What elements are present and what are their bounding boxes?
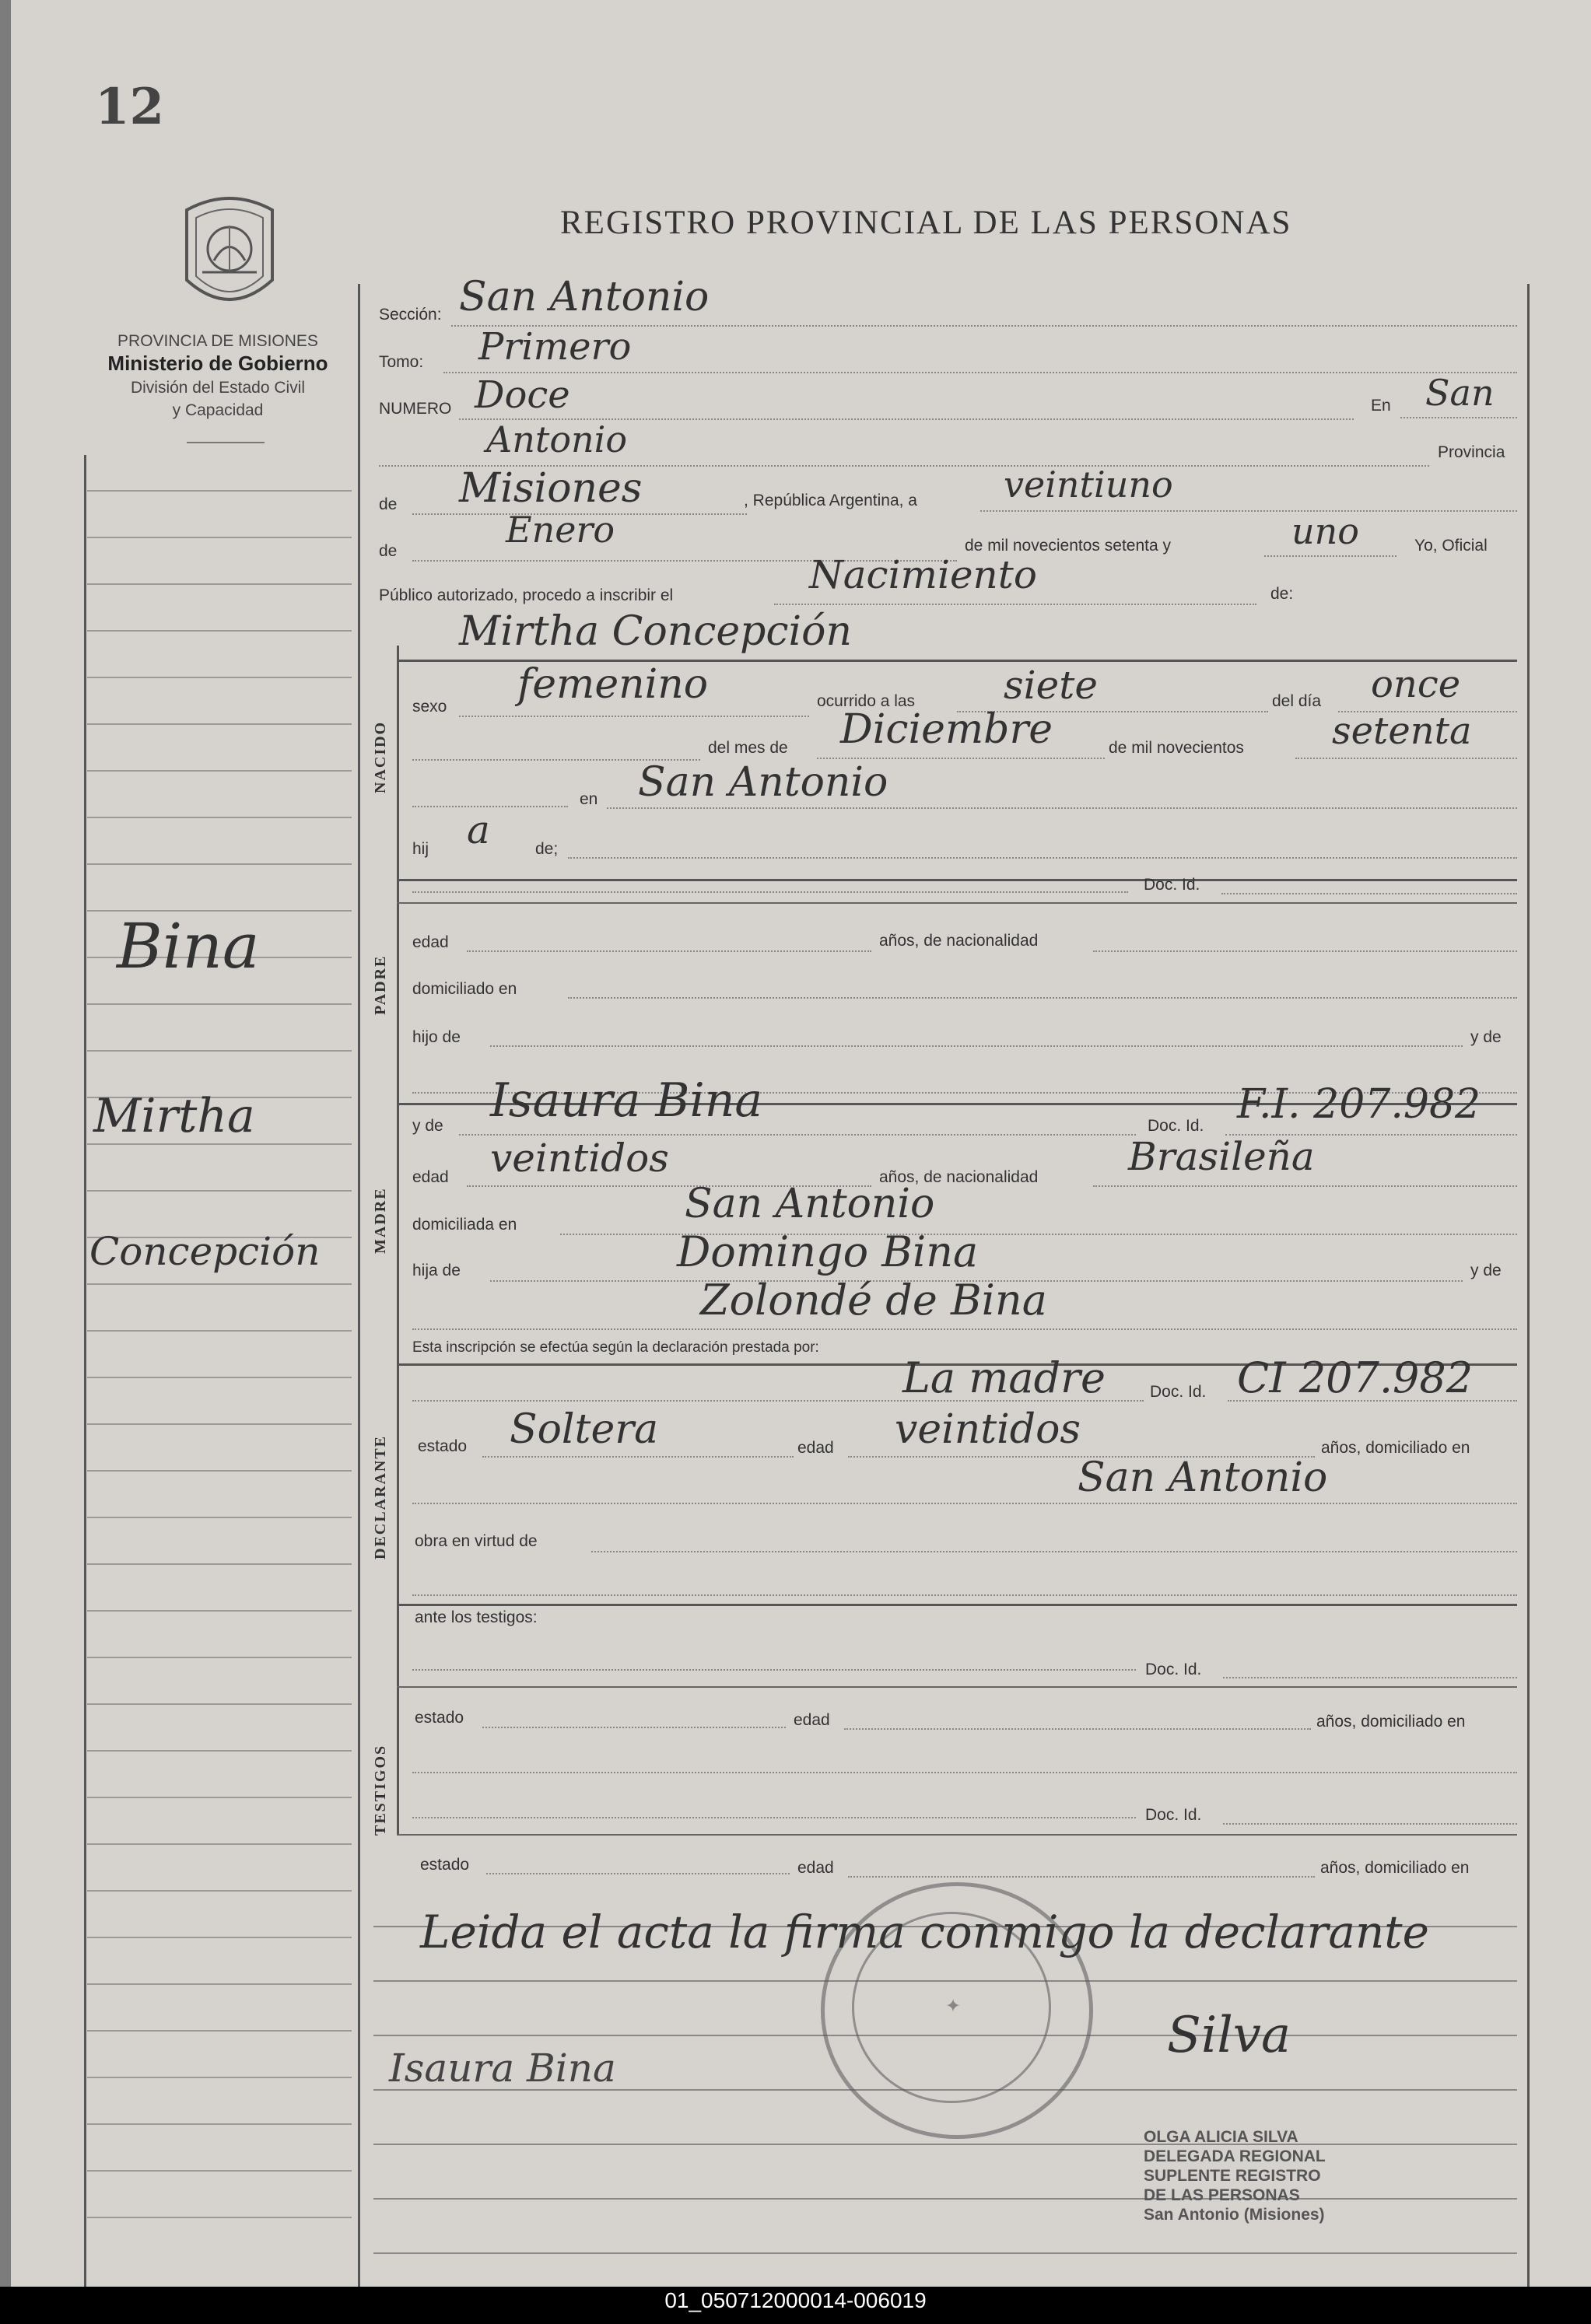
field-line: [1223, 1823, 1517, 1825]
hora-value: siete: [1004, 663, 1098, 708]
section-rule: [397, 902, 1517, 904]
margin-rule: [87, 2030, 352, 2032]
tomo-value: Primero: [478, 325, 632, 369]
field-line: [1093, 950, 1517, 952]
testigo2-doc-label: Doc. Id.: [1145, 1806, 1202, 1824]
field-line: [412, 1669, 1136, 1671]
field-line: [490, 1045, 1463, 1047]
margin-rule: [87, 1983, 352, 1985]
dia-value: once: [1371, 663, 1461, 706]
anio-value: setenta: [1332, 709, 1472, 753]
provincia-label: Provincia: [1438, 443, 1505, 461]
margin-rule: [87, 1190, 352, 1192]
margin-rule: [87, 1797, 352, 1798]
del-dia-label: del día: [1272, 692, 1322, 710]
footer-image-id: 01_050712000014-006019: [664, 2288, 927, 2312]
field-line: [412, 1772, 1517, 1773]
decl-estado-value: Soltera: [510, 1406, 659, 1453]
madre-nac-label: años, de nacionalidad: [879, 1168, 1039, 1186]
divider: [187, 442, 265, 443]
de-label: de: [379, 495, 398, 513]
official-stamp-line-4: DE LAS PERSONAS: [1144, 2186, 1300, 2204]
ruled-line: [373, 2252, 1517, 2254]
tomo-label: Tomo:: [379, 353, 424, 371]
margin-rule: [87, 1937, 352, 1938]
margin-rule: [87, 863, 352, 865]
field-line: [412, 1328, 1517, 1330]
margin-rule: [87, 817, 352, 818]
stamp-star-icon: ✦: [945, 1996, 962, 2017]
page-edge: [0, 0, 11, 2287]
field-line: [412, 1594, 1517, 1596]
margin-rule: [87, 630, 352, 632]
madre-hija-label: hija de: [412, 1262, 461, 1279]
numero-label: NUMERO: [379, 400, 452, 418]
ruled-line: [373, 2144, 1517, 2145]
province-name: PROVINCIA DE MISIONES: [117, 332, 318, 350]
field-line: [844, 1728, 1311, 1730]
margin-rule: [87, 537, 352, 538]
testigos-section-label: TESTIGOS: [372, 1744, 389, 1836]
margin-rule: [87, 723, 352, 725]
testigo1-doc-label: Doc. Id.: [1145, 1661, 1202, 1678]
ministry-name: Ministerio de Gobierno: [107, 352, 328, 375]
signature-madre: Isaura Bina: [389, 2046, 616, 2091]
declarante-doc-value: CI 207.982: [1237, 1353, 1474, 1402]
margin-first-name: Mirtha: [93, 1089, 255, 1143]
declarante-value: La madre: [902, 1353, 1106, 1402]
margin-rule: [87, 1330, 352, 1332]
testigo2-estado-label: estado: [420, 1856, 470, 1874]
field-line: [1223, 1677, 1517, 1678]
province-seal-icon: [171, 187, 288, 319]
sexo-value: femenino: [517, 661, 709, 708]
division-line-2: y Capacidad: [172, 401, 264, 419]
field-line: [412, 806, 568, 807]
de-semicolon-label: de;: [535, 840, 559, 858]
madre-doc-value: F.I. 207.982: [1237, 1081, 1481, 1128]
ruled-line: [373, 2198, 1517, 2200]
nacido-section-label: NACIDO: [372, 720, 389, 793]
official-stamp-line-5: San Antonio (Misiones): [1144, 2206, 1325, 2224]
margin-rule: [87, 770, 352, 772]
field-line: [1295, 758, 1517, 759]
en2-label: en: [580, 790, 598, 808]
margin-rule: [87, 677, 352, 678]
field-line: [1264, 555, 1397, 557]
de-colon-label: de:: [1270, 585, 1294, 603]
margin-rule: [87, 1890, 352, 1892]
leida-acta-text: Leida el acta la firma conmigo la declarante: [420, 1906, 1429, 1958]
ocurrido-label: ocurrido a las: [817, 692, 916, 710]
margin-rule: [87, 1003, 352, 1005]
field-line: [980, 510, 1517, 512]
official-stamp-line-3: SUPLENTE REGISTRO: [1144, 2167, 1321, 2185]
margin-second-name: Concepción: [89, 1229, 321, 1274]
decl-dom-value: San Antonio: [1078, 1454, 1328, 1501]
hij-suffix: a: [467, 807, 490, 852]
padre-doc-label: Doc. Id.: [1144, 876, 1200, 894]
decl-estado-label: estado: [418, 1437, 468, 1455]
margin-rule: [87, 1470, 352, 1472]
inscripcion-label: Esta inscripción se efectúa según la declaración prestada por:: [412, 1339, 819, 1356]
madre-y-de-label: y de: [412, 1117, 443, 1135]
madre-nac-value: Brasileña: [1128, 1134, 1315, 1179]
en-value-1: San: [1425, 372, 1495, 414]
margin-rule: [87, 490, 352, 492]
section-rule: [397, 1604, 1517, 1606]
declarante-section-label: DECLARANTE: [372, 1434, 389, 1559]
testigo1-edad-label: edad: [794, 1711, 830, 1729]
field-line: [568, 997, 1517, 999]
field-line: [443, 372, 1517, 373]
field-line: [774, 604, 1256, 605]
testigo1-anios-label: años, domiciliado en: [1316, 1713, 1466, 1731]
signature-oficial: Silva: [1167, 2007, 1291, 2064]
testigo2-edad-label: edad: [797, 1859, 834, 1877]
decl-anios-label: años, domiciliado en: [1321, 1439, 1470, 1457]
margin-rule: [87, 1377, 352, 1378]
section-rule: [397, 1686, 1517, 1688]
obra-label: obra en virtud de: [415, 1532, 538, 1550]
testigo1-estado-label: estado: [415, 1709, 464, 1727]
margin-rule: [87, 1843, 352, 1845]
mes-acta-value: Enero: [506, 509, 615, 551]
page-number: 12: [95, 78, 165, 136]
madre-section-label: MADRE: [372, 1187, 389, 1254]
official-stamp-text: [1144, 2127, 1326, 2224]
numero-value: Doce: [475, 373, 570, 417]
seccion-label: Sección:: [379, 306, 442, 324]
madre-edad-label: edad: [412, 1168, 449, 1186]
en-value-2: Antonio: [486, 418, 628, 460]
de-mil-label: de mil novecientos setenta y: [965, 537, 1171, 555]
margin-rule: [87, 1563, 352, 1565]
margin-rule: [87, 2170, 352, 2172]
seccion-value: San Antonio: [459, 274, 710, 320]
hij-label: hij: [412, 840, 429, 858]
margin-rule: [87, 1610, 352, 1612]
nombre-value: Mirtha Concepción: [459, 608, 852, 655]
sexo-label: sexo: [412, 698, 447, 716]
de-label-2: de: [379, 542, 398, 560]
acto-value: Nacimiento: [809, 552, 1037, 597]
margin-rule: [87, 583, 352, 585]
provincia-value: Misiones: [459, 465, 643, 512]
field-line: [467, 950, 871, 952]
section-rule: [397, 1834, 1517, 1836]
madre-nombre-value: Isaura Bina: [490, 1073, 763, 1128]
field-line: [568, 857, 1517, 859]
section-rule: [397, 879, 1517, 881]
margin-rule: [87, 2123, 352, 2125]
testigo2-anios-label: años, domiciliado en: [1320, 1859, 1470, 1877]
form-right-border: [1527, 284, 1530, 2287]
de-mil-nov-label: de mil novecientos: [1109, 739, 1244, 757]
field-line: [1093, 1185, 1517, 1187]
issuer-block: [78, 330, 358, 422]
padre-nac-label: años, de nacionalidad: [879, 932, 1039, 950]
madre-y-de-2-label: y de: [1470, 1262, 1502, 1279]
margin-rule: [87, 1657, 352, 1658]
field-line: [482, 1727, 786, 1728]
margin-rule: [87, 1517, 352, 1518]
madre-dom-value: San Antonio: [685, 1181, 935, 1227]
abuela-value: Zolondé de Bina: [700, 1276, 1047, 1325]
margin-rule: [87, 1703, 352, 1705]
field-line: [482, 1456, 794, 1458]
margin-rule: [87, 1050, 352, 1052]
padre-dom-label: domiciliado en: [412, 980, 517, 998]
division-line-1: División del Estado Civil: [130, 379, 306, 397]
abuelo-value: Domingo Bina: [677, 1227, 979, 1276]
left-margin-border: [84, 455, 86, 2287]
yo-oficial-label: Yo, Oficial: [1414, 537, 1488, 555]
official-stamp-line-1: OLGA ALICIA SILVA: [1144, 2128, 1298, 2146]
margin-rule: [87, 1423, 352, 1425]
section-label-border: [397, 646, 399, 1836]
field-line: [459, 716, 809, 717]
margin-rule: [87, 2077, 352, 2078]
publico-label: Público autorizado, procedo a inscribir el: [379, 586, 674, 604]
margin-surname: Bina: [117, 910, 260, 982]
field-line: [1221, 893, 1517, 894]
padre-hijo-label: hijo de: [412, 1028, 461, 1046]
mes-value: Diciembre: [840, 706, 1053, 753]
madre-doc-label: Doc. Id.: [1148, 1117, 1204, 1135]
document-title: REGISTRO PROVINCIAL DE LAS PERSONAS: [560, 205, 1292, 241]
field-line: [412, 1817, 1136, 1818]
margin-rule: [87, 1143, 352, 1145]
field-line: [848, 1876, 1315, 1878]
ante-label: ante los testigos:: [415, 1608, 538, 1626]
margin-rule: [87, 2217, 352, 2218]
dia-acta-value: veintiuno: [1004, 464, 1173, 506]
official-stamp-line-2: DELEGADA REGIONAL: [1144, 2147, 1326, 2165]
padre-section-label: PADRE: [372, 954, 389, 1015]
madre-dom-label: domiciliada en: [412, 1216, 517, 1234]
field-line: [591, 1551, 1517, 1552]
field-line: [607, 807, 1517, 809]
anio-acta-value: uno: [1291, 510, 1359, 552]
padre-y-de-label: y de: [1470, 1028, 1502, 1046]
field-line: [486, 1873, 790, 1874]
decl-edad-label: edad: [797, 1439, 834, 1457]
margin-rule: [87, 1750, 352, 1752]
en-label: En: [1371, 397, 1391, 415]
field-line: [1400, 417, 1517, 418]
declarante-doc-label: Doc. Id.: [1150, 1383, 1207, 1401]
del-mes-label: del mes de: [708, 739, 788, 757]
republica-label: , República Argentina, a: [744, 492, 917, 509]
margin-rule: [87, 1283, 352, 1285]
madre-edad-value: veintidos: [490, 1136, 669, 1181]
padre-edad-label: edad: [412, 933, 449, 951]
decl-edad-value: veintidos: [895, 1406, 1081, 1453]
lugar-value: San Antonio: [638, 759, 888, 806]
form-left-border: [358, 284, 360, 2287]
field-line: [412, 891, 1128, 893]
field-line: [412, 1503, 1517, 1504]
